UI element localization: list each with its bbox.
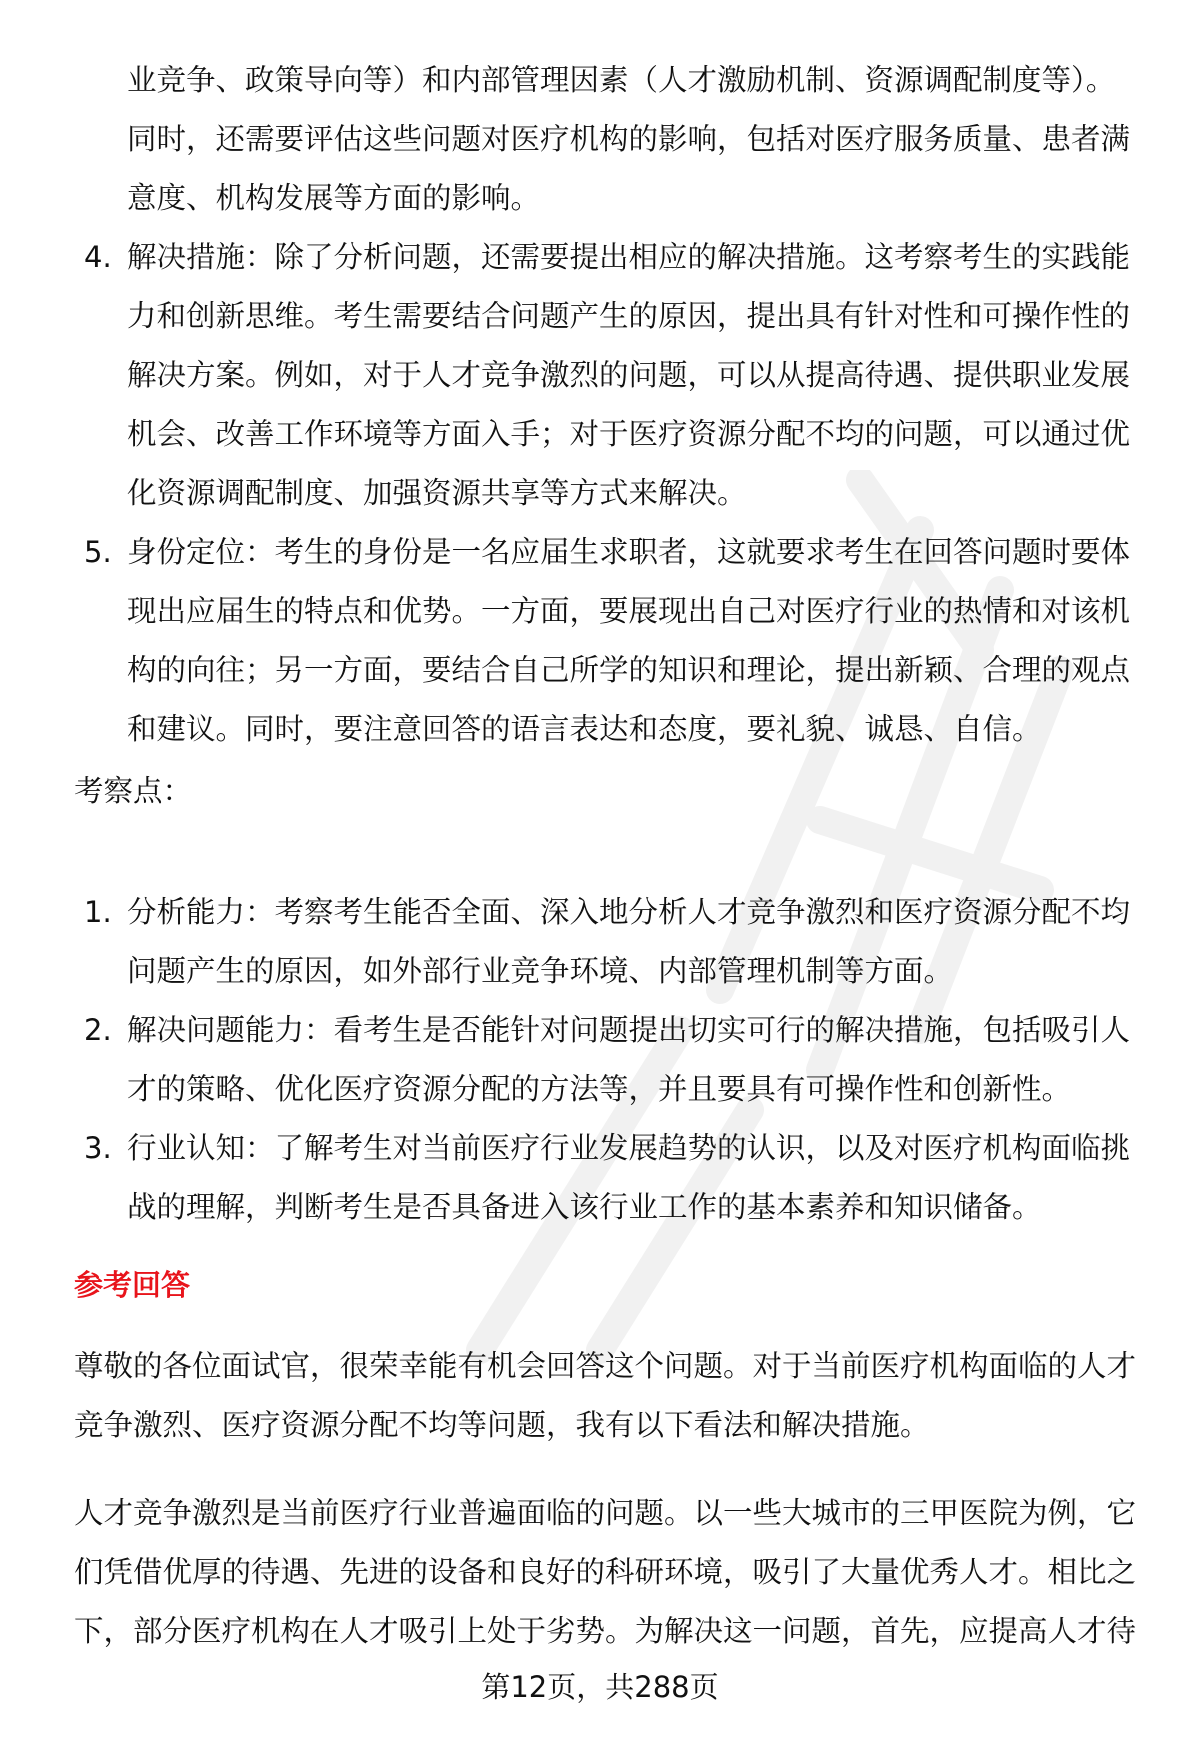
paragraph-line: 人才竞争激烈是当前医疗行业普遍面临的问题。以一些大城市的三甲医院为例，它 (74, 1496, 1137, 1530)
list-number: 3. (84, 1131, 112, 1165)
list-item-line: 和建议。同时，要注意回答的语言表达和态度，要礼貌、诚恳、自信。 (127, 712, 1042, 746)
text-line: 意度、机构发展等方面的影响。 (127, 181, 541, 215)
list-item-line: 化资源调配制度、加强资源共享等方式来解决。 (127, 476, 747, 510)
list-item-line: 分析能力：考察考生能否全面、深入地分析人才竞争激烈和医疗资源分配不均 (127, 895, 1131, 929)
page-number: 第12页，共288页 (481, 1670, 719, 1704)
paragraph-line: 竞争激烈、医疗资源分配不均等问题，我有以下看法和解决措施。 (74, 1408, 930, 1442)
list-item-line: 战的理解，判断考生是否具备进入该行业工作的基本素养和知识储备。 (127, 1190, 1042, 1224)
paragraph-line: 下，部分医疗机构在人才吸引上处于劣势。为解决这一问题，首先，应提高人才待 (74, 1614, 1137, 1648)
list-item-line: 力和创新思维。考生需要结合问题产生的原因，提出具有针对性和可操作性的 (127, 299, 1131, 333)
section-title: 考察点： (74, 774, 193, 808)
list-item-line: 行业认知：了解考生对当前医疗行业发展趋势的认识，以及对医疗机构面临挑 (127, 1131, 1131, 1165)
list-item-line: 机会、改善工作环境等方面入手；对于医疗资源分配不均的问题，可以通过优 (127, 417, 1131, 451)
list-number: 2. (84, 1013, 112, 1047)
list-item-line: 解决问题能力：看考生是否能针对问题提出切实可行的解决措施，包括吸引人 (127, 1013, 1131, 1047)
list-item-line: 问题产生的原因，如外部行业竞争环境、内部管理机制等方面。 (127, 954, 954, 988)
list-item-line: 身份定位：考生的身份是一名应届生求职者，这就要求考生在回答问题时要体 (127, 535, 1131, 569)
paragraph-line: 们凭借优厚的待遇、先进的设备和良好的科研环境，吸引了大量优秀人才。相比之 (74, 1555, 1137, 1589)
list-item-line: 现出应届生的特点和优势。一方面，要展现出自己对医疗行业的热情和对该机 (127, 594, 1131, 628)
list-item-line: 解决方案。例如，对于人才竞争激烈的问题，可以从提高待遇、提供职业发展 (127, 358, 1131, 392)
list-number: 5. (84, 535, 112, 569)
list-number: 1. (84, 895, 112, 929)
list-number: 4. (84, 240, 112, 274)
reference-answer-heading: 参考回答 (74, 1268, 191, 1302)
list-item-line: 才的策略、优化医疗资源分配的方法等，并且要具有可操作性和创新性。 (127, 1072, 1072, 1106)
text-line: 业竞争、政策导向等）和内部管理因素（人才激励机制、资源调配制度等）。 (127, 63, 1116, 97)
list-item-line: 解决措施：除了分析问题，还需要提出相应的解决措施。这考察考生的实践能 (127, 240, 1131, 274)
paragraph-line: 尊敬的各位面试官，很荣幸能有机会回答这个问题。对于当前医疗机构面临的人才 (74, 1349, 1137, 1383)
list-item-line: 构的向往；另一方面，要结合自己所学的知识和理论，提出新颖、合理的观点 (127, 653, 1131, 687)
text-line: 同时，还需要评估这些问题对医疗机构的影响，包括对医疗服务质量、患者满 (127, 122, 1131, 156)
